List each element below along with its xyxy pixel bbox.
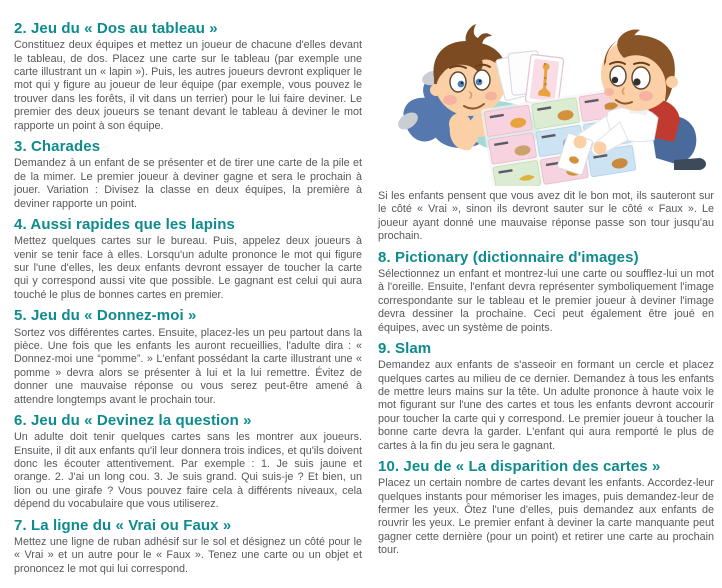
section-slam — [378, 340, 714, 453]
section-aussi-rapides — [14, 216, 362, 302]
section-body: Un adulte doit tenir quelques cartes sans les montrer aux joueurs. Ensuite, il dit aux enfants qu'il leur donnera trois indices, et qu'ils doivent donc les écouter attentivement. Par exemple : 1. Je suis jaune et orange. 2. J'ai un long cou. 3. Je suis grand. Qui suis-je ? Et bien, un lion ou une girafe ? Vous pouvez faire cela à différents niveaux, cela dépend du vocabulaire que vous utiliserez. — [14, 431, 362, 511]
section-body: Constituez deux équipes et mettez un joueur de chacune d'elles devant le tableau, de dos. Placez une carte sur le tableau (par exemple une carte illustrant un « lapin »). Puis, les autres joueurs devront expliquer le mot qui y figure au joueur de leur équipe (par exemple, vous pouvez le trouver dans les forêts, il vit dans un terrier) pour le lui faire deviner. Le premier des deux joueurs se tenant devant le tableau à deviner le mot rapporte un point à son équipe. — [14, 39, 362, 132]
section-body: Demandez à un enfant de se présenter et de tirer une carte de la pile et de la mimer. Le premier joueur à deviner gagne et sera le prochain à jouer. Variation : Divisez la classe en deux équipes, la première à deviner rapporte un point. — [14, 157, 362, 210]
section-dos-au-tableau — [14, 20, 362, 133]
section-title: 6. Jeu du « Devinez la question » — [14, 411, 252, 429]
section-title: 5. Jeu du « Donnez-moi » — [14, 307, 197, 325]
section-body: Sortez vos différentes cartes. Ensuite, placez-les un peu partout dans la pièce. Une fois que les enfants les auront recueillies, l'adulte dira : « Donnez-moi une “pomme”. » L'enfant possédant la carte illustrant une « pomme » devra alors se présenter à lui et la lui remettre. Évitez de donner une mauvaise réponse ou vous serez peut-être amené à attendre longtemps avant le prochain tour. — [14, 326, 362, 406]
section-donnez-moi — [14, 307, 362, 407]
illustration-svg — [378, 8, 714, 186]
section-body: Mettez quelques cartes sur le bureau. Puis, appelez deux joueurs à venir se tenir face à elles. Lorsqu'un adulte prononce le mot qui figure sur l'une d'elles, les deux enfants devront essayer de toucher la carte qui y correspond aussi vite que possible. Le gagnant est celui qui aura touché le plus de bonnes cartes en premier. — [14, 235, 362, 301]
section-title: 9. Slam — [378, 339, 432, 357]
section-title: 10. Jeu de « La disparition des cartes » — [378, 458, 661, 475]
section-disparition-des-cartes — [378, 458, 714, 558]
vrai-ou-faux-continuation: Si les enfants pensent que vous avez dit le bon mot, ils sauteront sur le côté « Vrai », sinon ils devront sauter sur le côté « Faux ». Le joueur ayant donné une mauvaise réponse passe son tour jusqu'au prochain. — [378, 190, 714, 243]
section-title: 7. La ligne du « Vrai ou Faux » — [14, 516, 232, 534]
section-devinez-la-question — [14, 412, 362, 512]
section-pictionary — [378, 249, 714, 335]
left-column — [14, 20, 362, 580]
section-title: 4. Aussi rapides que les lapins — [14, 215, 235, 233]
section-body: Sélectionnez un enfant et montrez-lui une carte ou soufflez-lui un mot à l'oreille. Ensuite, l'enfant devra représenter symboliquement l'image correspondante sur le tableau et le premier joueur à deviner l'image devra dessiner la prochaine. Ceci peut également être joué en équipes, avec un système de points. — [378, 267, 714, 334]
section-vrai-ou-faux — [14, 517, 362, 576]
section-body: Placez un certain nombre de cartes devant les enfants. Accordez-leur quelques instants pour mémoriser les images, puis demandez-leur de fermer les yeux. Ôtez l'une d'elles, puis demandez aux enfants de rouvrir les yeux. Le premier enfant à deviner la carte manquante peut gagner cette dernière (pour un point) et retirer une carte au prochain tour. — [378, 477, 714, 557]
section-body: Mettez une ligne de ruban adhésif sur le sol et désignez un côté pour le « Vrai » et un autre pour le « Faux ». Tenez une carte ou un objet et prononcez le mot qui lui correspond. — [14, 535, 362, 575]
section-body: Demandez aux enfants de s'asseoir en formant un cercle et placez quelques cartes au milieu de ce dernier. Demandez à tous les enfants de mettre leurs mains sur la tête. Un adulte prononce à haute voix le mot figurant sur l'une des cartes et tous les enfants devront accourir pour toucher la carte qui y correspond. Le premier joueur à toucher la bonne carte devra la garder. L'enfant qui aura remporté le plus de cartes à la fin du jeu sera le gagnant. — [378, 359, 714, 452]
section-title: 3. Charades — [14, 138, 101, 156]
children-playing-cards-illustration — [378, 8, 714, 186]
right-column — [378, 8, 714, 562]
section-title: 2. Jeu du « Dos au tableau » — [14, 20, 218, 37]
section-title: 8. Pictionary (dictionnaire d'images) — [378, 248, 639, 266]
giraffe-card — [495, 51, 563, 106]
section-charades — [14, 138, 362, 211]
